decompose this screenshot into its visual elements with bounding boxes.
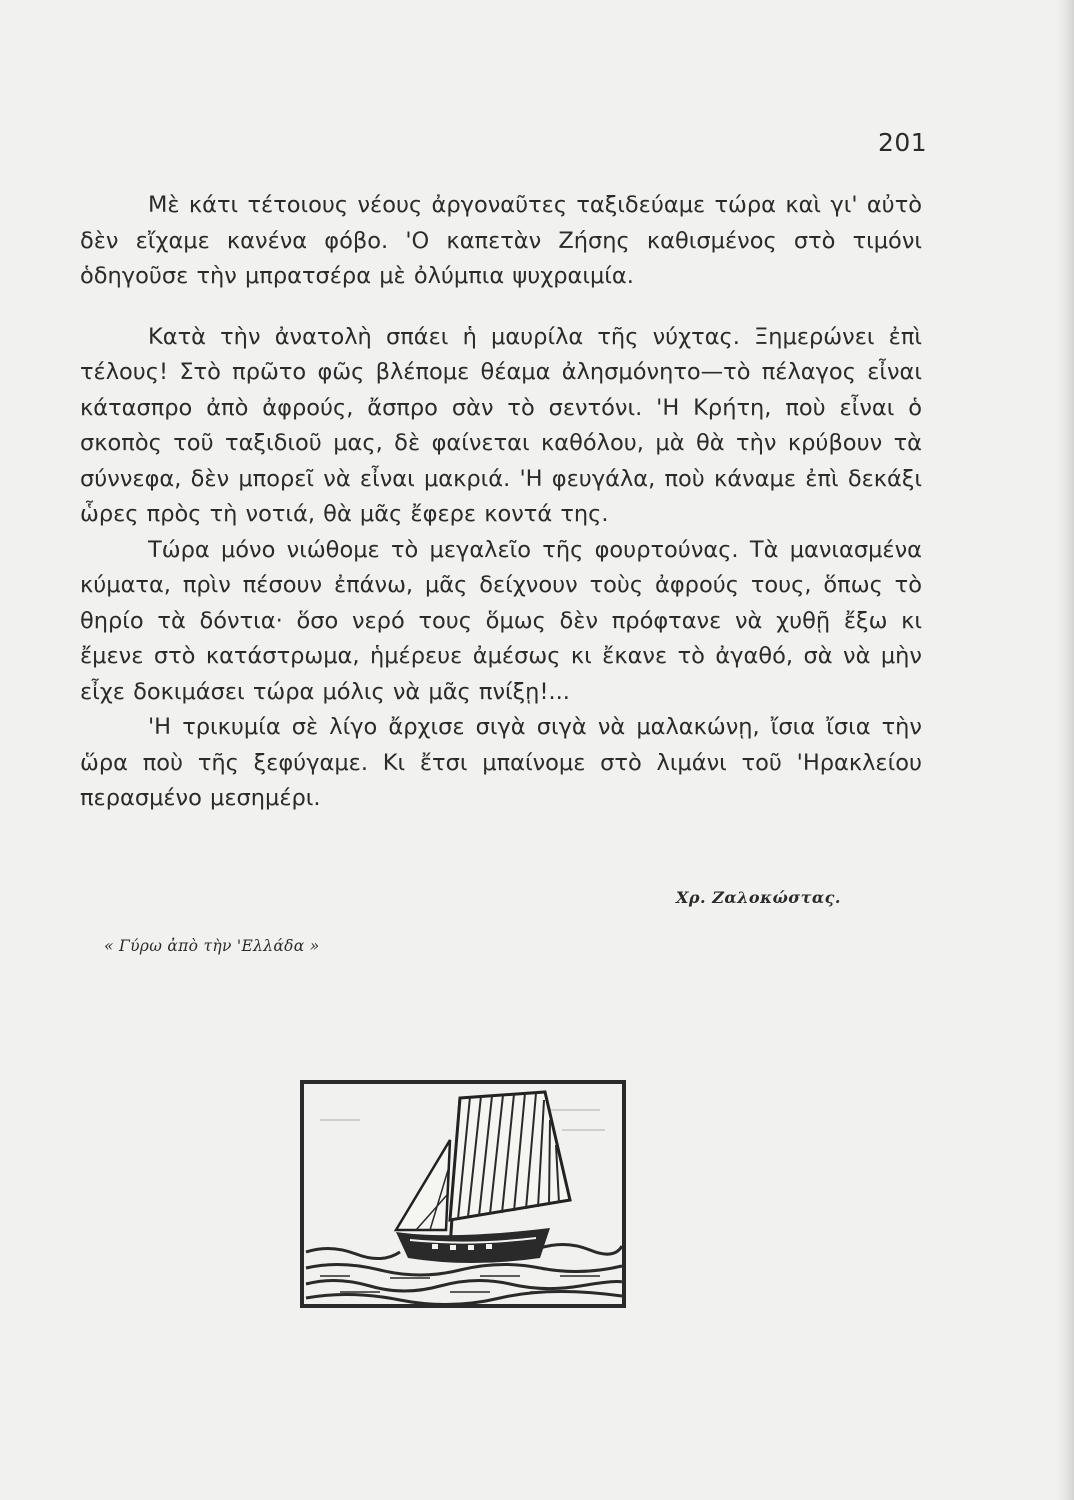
paragraph-2: Κατὰ τὴν ἀνατολὴ σπάει ἡ μαυρίλα τῆς νύχτας. Ξημερώνει ἐπὶ τέλους! Στὸ πρῶτο φῶς βλέπομε θέαμα ἀλησμόνητο—τὸ πέλαγος εἶναι κάτασπρο ἀπὸ ἀφρούς, ἄσπρο σὰν τὸ σεντόνι. 'Η Κρήτη, ποὺ εἶναι ὁ σκοπὸς τοῦ ταξιδιοῦ μας, δὲ φαίνεται καθόλου, μὰ θὰ τὴν κρύβουν τὰ σύννεφα, δὲν μπορεῖ νὰ εἶναι μακριά. 'Η φευγάλα, ποὺ κάναμε ἐπὶ δεκάξι ὧρες πρὸς τὴ νοτιά, θὰ μᾶς ἔφερε κοντά της. — [80, 323, 922, 527]
sailboat-woodcut-illustration — [300, 1080, 626, 1308]
page-binding-shadow — [1056, 0, 1074, 1500]
page-number: 201 — [878, 128, 928, 157]
source-citation: « Γύρω ἀπὸ τὴν 'Ελλάδα » — [104, 937, 320, 955]
body-text — [80, 188, 922, 817]
paragraph-1: Μὲ κάτι τέτοιους νέους ἀργοναῦτες ταξιδεύαμε τώρα καὶ γι' αὐτὸ δὲν εἴχαμε κανένα φόβο. 'Ο καπετὰν Ζήσης καθισμένος στὸ τιμόνι ὁδηγοῦσε τὴν μπρατσέρα μὲ ὀλύμπια ψυχραιμία. — [80, 192, 922, 289]
paragraph-3: Τώρα μόνο νιώθομε τὸ μεγαλεῖο τῆς φουρτούνας. Τὰ μανιασμένα κύματα, πρὶν πέσουν ἐπάνω, μᾶς δείχνουν τοὺς ἀφρούς τους, ὅπως τὸ θηρίο τὰ δόντια· ὅσο νερό τους ὅμως δὲν πρόφτανε νὰ χυθῇ ἔξω κι ἔμενε στὸ κατάστρωμα, ἡμέρευε ἀμέσως κι ἔκανε τὸ ἀγαθό, σὰ νὰ μὴν εἶχε δοκιμάσει τώρα μόλις νὰ μᾶς πνίξῃ!... — [80, 536, 922, 705]
paragraph-4: 'Η τρικυμία σὲ λίγο ἄρχισε σιγὰ σιγὰ νὰ μαλακώνῃ, ἴσια ἴσια τὴν ὥρα ποὺ τῆς ξεφύγαμε. Κι ἔτσι μπαίνομε στὸ λιμάνι τοῦ 'Ηρακλείου περασμένο μεσημέρι. — [80, 714, 922, 811]
author-signature: Χρ. Ζαλοκώστας. — [676, 888, 841, 907]
